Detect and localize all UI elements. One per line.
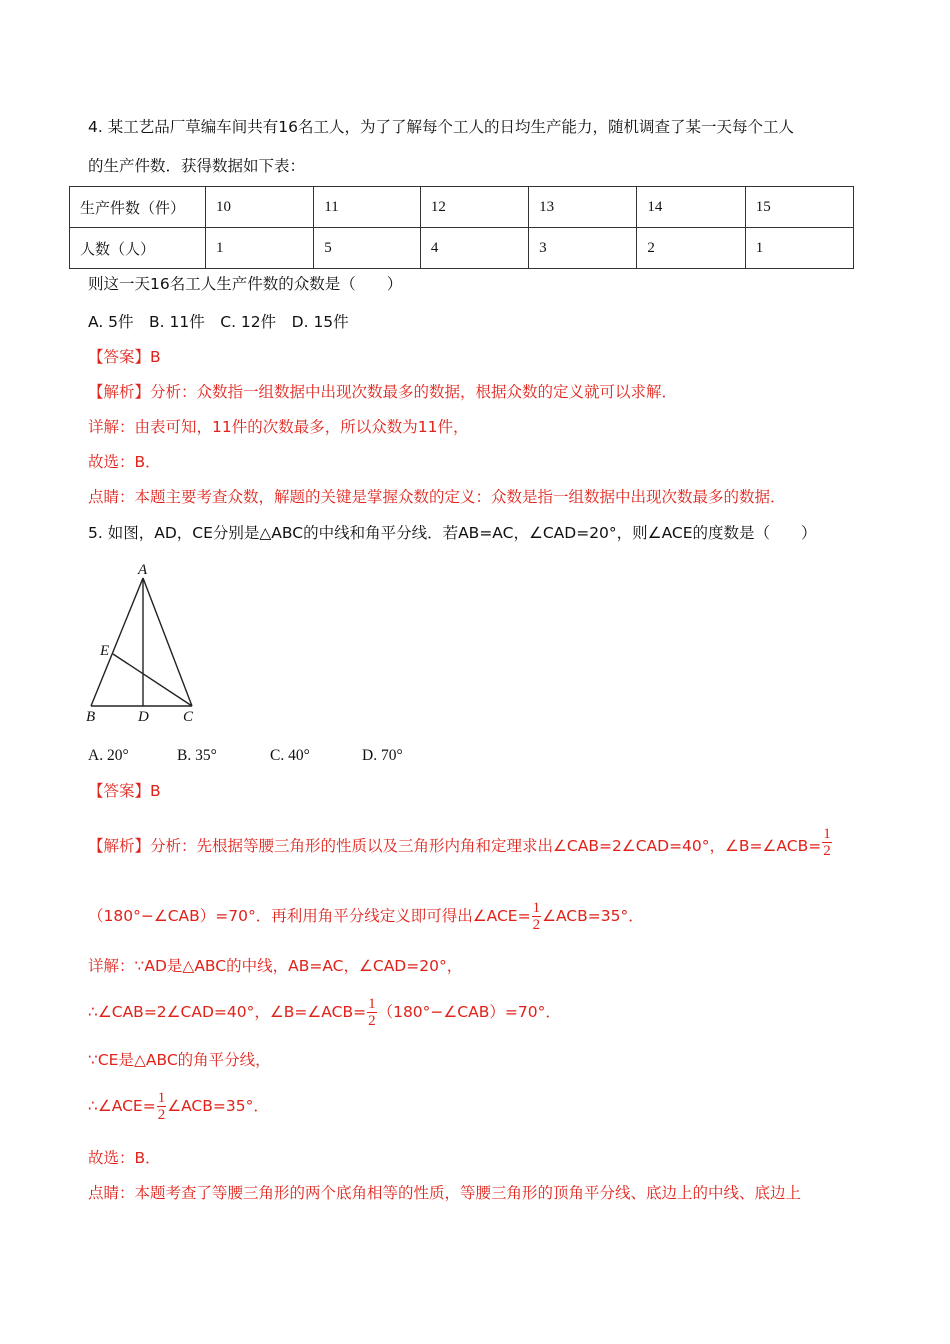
label-a: A: [138, 562, 148, 578]
q5-option-c: C. 40°: [270, 747, 310, 764]
fraction-numerator: 1: [532, 900, 541, 916]
q5-analysis-line1: [88, 826, 833, 863]
fraction-denominator: 2: [532, 917, 541, 933]
fraction-half: [822, 826, 832, 859]
table-cell: 11: [314, 187, 421, 228]
q4-stem-line1: 4. 某工艺品厂草编车间共有16名工人，为了了解每个工人的日均生产能力，随机调查了某一天每个工人: [88, 118, 794, 136]
fraction-half: [532, 900, 542, 933]
bisector-ce: [113, 654, 192, 706]
fraction-half: [367, 996, 377, 1029]
fraction-denominator: 2: [823, 843, 831, 859]
fraction-denominator: 2: [157, 1107, 166, 1123]
table-cell: 15: [745, 187, 853, 228]
q4-answer: 【答案】B: [88, 348, 161, 366]
fraction-denominator: 2: [368, 1013, 376, 1029]
q5-option-b: B. 35°: [177, 747, 217, 764]
fraction-numerator: 1: [823, 826, 831, 842]
q5-option-a: A. 20°: [88, 747, 129, 764]
table-header-people: 人数（人）: [70, 228, 206, 269]
table-cell: 12: [420, 187, 528, 228]
data-table: [69, 186, 854, 269]
table-row: [70, 187, 854, 228]
label-b: B: [86, 709, 96, 725]
table-cell: 14: [637, 187, 745, 228]
q5-analysis-text: （180°−∠CAB）=70°．再利用角平分线定义即可得出∠ACE=: [88, 907, 531, 925]
q5-detail-text: ∠ACB=35°．: [167, 1097, 269, 1115]
label-c: C: [183, 709, 194, 725]
table-cell: 4: [420, 228, 528, 269]
q5-detail-2: [88, 996, 561, 1029]
q4-comment: 点睛：本题主要考查众数，解题的关键是掌握众数的定义：众数是指一组数据中出现次数最多的数据．: [88, 488, 786, 506]
table-cell: 5: [314, 228, 421, 269]
q5-detail-text: （180°−∠CAB）=70°．: [377, 1003, 561, 1021]
q5-detail-3: ∵CE是△ABC的角平分线，: [88, 1051, 271, 1069]
q4-analysis: 【解析】分析：众数指一组数据中出现次数最多的数据，根据众数的定义就可以求解．: [88, 383, 678, 401]
q5-answer: 【答案】B: [88, 782, 161, 800]
side-ac: [143, 578, 192, 706]
label-d: D: [138, 709, 149, 725]
q5-detail-1: 详解：∵AD是△ABC的中线，AB=AC，∠CAD=20°，: [88, 957, 463, 975]
fraction-numerator: 1: [368, 996, 376, 1012]
q4-choice: 故选：B．: [88, 453, 161, 471]
q5-detail-text: ∴∠CAB=2∠CAD=40°，∠B=∠ACB=: [88, 1003, 367, 1021]
side-ab: [91, 578, 143, 706]
table-cell: 2: [637, 228, 745, 269]
q4-stem-line2: 的生产件数．获得数据如下表：: [88, 157, 306, 175]
table-row: [70, 228, 854, 269]
table-cell: 1: [206, 228, 314, 269]
q5-comment: 点睛：本题考查了等腰三角形的两个底角相等的性质，等腰三角形的顶角平分线、底边上的中线、底边上: [88, 1184, 802, 1202]
q5-analysis-text: 【解析】分析：先根据等腰三角形的性质以及三角形内角和定理求出∠CAB=2∠CAD=40°，∠B=∠ACB=: [88, 837, 822, 855]
q5-analysis-line2: [88, 900, 644, 933]
table-cell: 3: [529, 228, 637, 269]
q5-option-d: D. 70°: [362, 747, 403, 764]
q5-analysis-text: ∠ACB=35°．: [542, 907, 644, 925]
q5-detail-text: ∴∠ACE=: [88, 1097, 156, 1115]
q4-question: 则这一天16名工人生产件数的众数是（ ）: [88, 275, 403, 293]
q4-options: A. 5件 B. 11件 C. 12件 D. 15件: [88, 313, 349, 331]
table-cell: 13: [529, 187, 637, 228]
table-cell: 1: [745, 228, 853, 269]
q4-detail: 详解：由表可知，11件的次数最多，所以众数为11件，: [88, 418, 469, 436]
triangle-figure: [82, 560, 212, 728]
q5-stem: 5. 如图，AD，CE分别是△ABC的中线和角平分线．若AB=AC，∠CAD=20°，则∠ACE的度数是（ ）: [88, 524, 817, 542]
table-header-output: 生产件数（件）: [70, 187, 206, 228]
table-cell: 10: [206, 187, 314, 228]
q5-choice: 故选：B．: [88, 1149, 161, 1167]
fraction-numerator: 1: [157, 1090, 166, 1106]
label-e: E: [100, 643, 110, 659]
q5-detail-4: [88, 1090, 269, 1123]
fraction-half: [157, 1090, 167, 1123]
